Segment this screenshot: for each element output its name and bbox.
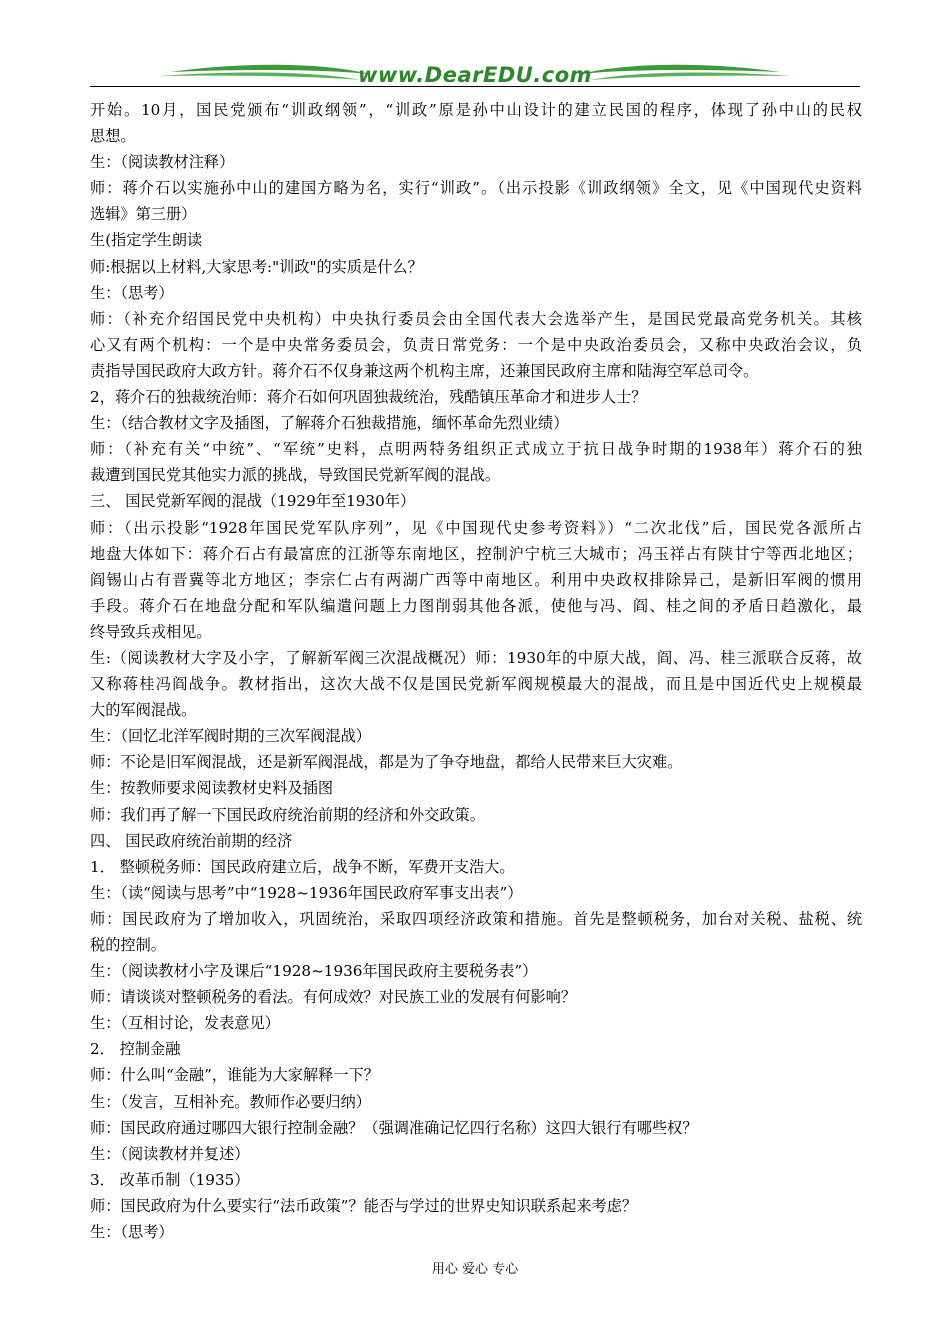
- text-line: 手段。蒋介石在地盘分配和军队编遣问题上力图削弱其他各派，使他与冯、阎、桂之间的矛盾日趋激化，最: [90, 596, 862, 615]
- text-line: 生(指定学生朗读: [90, 231, 203, 250]
- text-line: 1． 整顿税务师：国民政府建立后，战争不断，军费开支浩大。: [90, 857, 515, 876]
- document-body: [90, 97, 862, 1245]
- text-line: 责指导国民政府大政方针。蒋介石不仅身兼这两个机构主席，还兼国民政府主席和陆海空军总司令。: [90, 361, 759, 380]
- site-logo-text[interactable]: www.DearEDU.com: [357, 63, 593, 87]
- text-line: 生：（互相讨论，发表意见）: [90, 1014, 280, 1033]
- text-line: 2，蒋介石的独裁统治师：蒋介石如何巩固独裁统治，残酷镇压革命才和进步人士？: [90, 388, 647, 407]
- text-line: 选辑》第三册）: [90, 205, 197, 224]
- text-line: 思想。: [90, 127, 136, 146]
- text-line: 阎锡山占有晋冀等北方地区；李宗仁占有两湖广西等中南地区。利用中央政权排除异己，是新旧军阀的惯用: [90, 570, 862, 589]
- text-line: 生：（阅读教材注释）: [90, 153, 235, 172]
- text-line: 师：国民政府为了增加收入，巩固统治，采取四项经济政策和措施。首先是整顿税务，加台对关税、盐税、统: [90, 909, 862, 928]
- text-line: 地盘大体如下：蒋介石占有最富庶的江浙等东南地区，控制沪宁杭三大城市；冯玉祥占有陕甘宁等西北地区；: [90, 544, 862, 563]
- header-divider: [90, 86, 860, 87]
- text-line: 师：国民政府为什么要实行“法币政策”？能否与学过的世界史知识联系起来考虑？: [90, 1196, 638, 1215]
- text-line: 税的控制。: [90, 936, 166, 954]
- text-line: 师：（补充介绍国民党中央机构）中央执行委员会由全国代表大会选举产生，是国民党最高党务机关。其核: [90, 309, 862, 328]
- text-line: 大的军阀混战。: [90, 701, 197, 720]
- text-line: 生：（回忆北洋军阀时期的三次军阀混战）: [90, 727, 371, 746]
- text-line: 2． 控制金融: [90, 1040, 181, 1059]
- text-line: 生：（思考）: [90, 283, 174, 302]
- text-line: 四、 国民政府统治前期的经济: [90, 831, 293, 850]
- text-line: 开始。10月，国民党颁布“训政纲领”，“训政”原是孙中山设计的建立民国的程序，体现了孙中山的民权: [90, 101, 862, 119]
- text-line: 裁遭到国民党其他实力派的挑战，导致国民党新军阀的混战。: [90, 466, 501, 485]
- text-line: 生：按教师要求阅读教材史料及插图: [90, 779, 333, 798]
- page-footer: 用心 爱心 专心: [431, 1262, 519, 1277]
- text-line: 师：蒋介石以实施孙中山的建国方略为名，实行“训政”。（出示投影《训政纲领》全文，见《中国现代史资料: [90, 179, 862, 198]
- text-line: 三、 国民党新军阀的混战（1929年至1930年）: [90, 492, 416, 511]
- text-line: 师：什么叫“金融”，谁能为大家解释一下？: [90, 1066, 379, 1085]
- text-line: 终导致兵戎相见。: [90, 622, 212, 641]
- text-line: 师：我们再了解一下国民政府统治前期的经济和外交政策。: [90, 805, 485, 824]
- text-line: 心又有两个机构：一个是中央常务委员会，负责日常党务：一个是中央政治委员会，又称中央政治会议，负: [90, 335, 862, 354]
- site-header-banner: [90, 60, 860, 92]
- text-line: 生：（发言，互相补充。教师作必要归纳）: [90, 1092, 371, 1111]
- text-line: 生：（结合教材文字及插图，了解蒋介石独裁措施，缅怀革命先烈业绩）: [90, 414, 569, 433]
- text-line: 师：不论是旧军阀混战，还是新军阀混战，都是为了争夺地盘，都给人民带来巨大灾难。: [90, 753, 683, 772]
- text-line: 生：（思考）: [90, 1223, 174, 1242]
- text-line: 师：国民政府通过哪四大银行控制金融？（强调准确记忆四行名称）这四大银行有哪些权？: [90, 1118, 698, 1137]
- text-line: 生：（阅读教材并复述）: [90, 1144, 250, 1163]
- text-line: 生：（阅读教材小字及课后“1928~1936年国民政府主要税务表”）: [90, 962, 538, 981]
- text-line: 师：（补充有关“中统”、“军统”史料，点明两特务组织正式成立于抗日战争时期的1938年）蒋介石的独: [90, 440, 862, 459]
- text-line: 生：（读“阅读与思考”中“1928~1936年国民政府军事支出表”）: [90, 883, 523, 902]
- text-line: 生:（阅读教材大字及小字，了解新军阀三次混战概况）师：1930年的中原大战，阎、冯、桂三派联合反蒋，故: [90, 648, 862, 667]
- text-line: 又称蒋桂冯阎战争。教材指出，这次大战不仅是国民党新军阀规模最大的混战，而且是中国近代史上规模最: [90, 675, 862, 694]
- text-line: 师：（出示投影“1928年国民党军队序列”，见《中国现代史参考资料》）“二次北伐”后，国民党各派所占: [90, 518, 862, 537]
- text-line: 师：请谈谈对整顿税务的看法。有何成效？对民族工业的发展有何影响？: [90, 988, 576, 1007]
- text-line: 师:根据以上材料,大家思考:"训政"的实质是什么？: [90, 257, 423, 276]
- text-line: 3． 改革币制（1935）: [90, 1170, 250, 1189]
